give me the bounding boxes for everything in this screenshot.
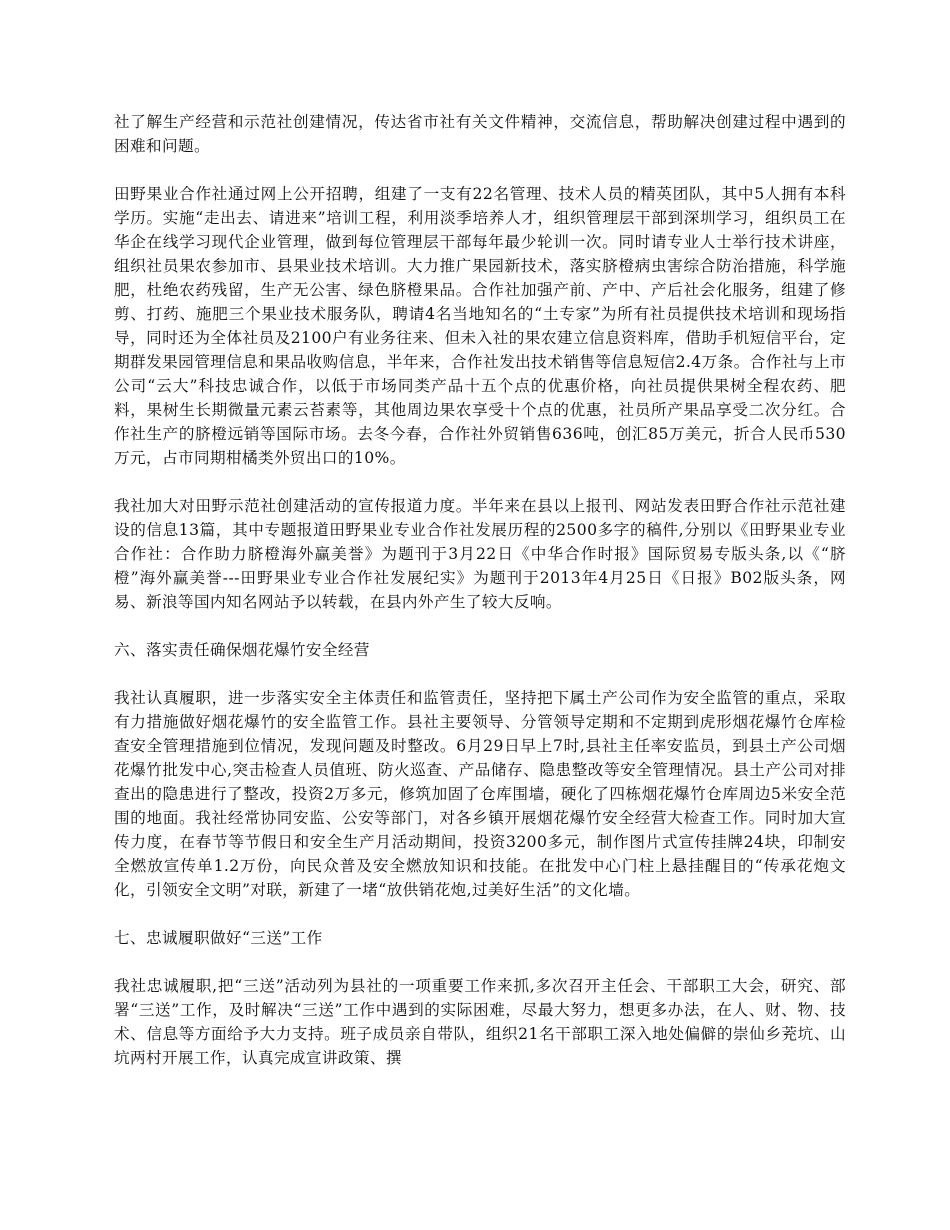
paragraph-fireworks-safety: 我社认真履职，进一步落实安全主体责任和监管责任，坚持把下属土产公司作为安全监管的重点，采取有力措施做好烟花爆竹的安全监管工作。县社主要领导、分管领导定期和不定期到虎形烟花爆竹仓库检查安全管理措施到位情况，发现问题及时整改。6月29日早上7时,县社主任率安监员，到县土产公司烟花爆竹批发中心,突击检查人员值班、防火巡查、产品储存、隐患整改等安全管理情况。县土产公司对排查出的隐患进行了整改，投资2万多元，修筑加固了仓库围墙，硬化了四栋烟花爆竹仓库周边5米安全范围的地面。我社经常协同安监、公安等部门，对各乡镇开展烟花爆竹安全经营大检查工作。同时加大宣传力度，在春节等节假日和安全生产月活动期间，投资3200多元，制作图片式宣传挂牌24块，印制安全燃放宣传单1.2万份，向民众普及安全燃放知识和技能。在批发中心门柱上悬挂醒目的“传承花炮文化，引领安全文明”对联，新建了一堵“放供销花炮,过美好生活”的文化墙。 (114, 689, 846, 899)
section-heading-fireworks-safety: 六、落实责任确保烟花爆竹安全经营 (114, 641, 370, 659)
document-body (114, 110, 846, 1094)
paragraph-publicity-reports: 我社加大对田野示范社创建活动的宣传报道力度。半年来在县以上报刊、网站发表田野合作社示范社建设的信息13篇，其中专题报道田野果业专业合作社发展历程的2500多字的稿件,分别以《田野果业专业合作社：合作助力脐橙海外赢美誉》为题刊于3月22日《中华合作时报》国际贸易专版头条,以《“脐橙”海外赢美誉---田野果业专业合作社发展纪实》为题刊于2013年4月25日《日报》B02版头条，网易、新浪等国内知名网站予以转载，在县内外产生了较大反响。 (114, 497, 846, 611)
paragraph-cooperative-inspection-end: 社了解生产经营和示范社创建情况，传达省市社有关文件精神，交流信息，帮助解决创建过程中遇到的困难和问题。 (114, 113, 846, 155)
section-heading-three-sends: 七、忠诚履职做好“三送”工作 (114, 929, 323, 947)
paragraph-three-sends: 我社忠诚履职,把“三送”活动列为县社的一项重要工作来抓,多次召开主任会、干部职工大会，研究、部署“三送”工作，及时解决“三送”工作中遇到的实际困难，尽最大努力，想更多办法，在人、财、物、技术、信息等方面给予大力支持。班子成员亲自带队，组织21名干部职工深入地处偏僻的崇仙乡茺坑、山坑两村开展工作，认真完成宣讲政策、撰 (114, 977, 846, 1067)
paragraph-tianye-talent-and-services: 田野果业合作社通过网上公开招聘，组建了一支有22名管理、技术人员的精英团队，其中5人拥有本科学历。实施“走出去、请进来”培训工程，利用淡季培养人才，组织管理层干部到深圳学习，组织员工在华企在线学习现代企业管理，做到每位管理层干部每年最少轮训一次。同时请专业人士举行技术讲座，组织社员果农参加市、县果业技术培训。大力推广果园新技术，落实脐橙病虫害综合防治措施，科学施肥，杜绝农药残留，生产无公害、绿色脐橙果品。合作社加强产前、产中、产后社会化服务，组建了修剪、打药、施肥三个果业技术服务队，聘请4名当地知名的“土专家”为所有社员提供技术培训和现场指导，同时还为全体社员及2100户有业务往来、但未入社的果农建立信息资料库，借助手机短信平台，定期群发果园管理信息和果品收购信息，半年来，合作社发出技术销售等信息短信2.4万条。合作社与上市公司“云大”科技忠诚合作，以低于市场同类产品十五个点的优惠价格，向社员提供果树全程农药、肥料，果树生长期微量元素云苔素等，其他周边果农享受十个点的优惠，社员所产果品享受二次分红。合作社生产的脐橙远销等国际市场。去冬今春，合作社外贸销售636吨，创汇85万美元，折合人民币530万元，占市同期柑橘类外贸出口的10%。 (114, 185, 846, 467)
